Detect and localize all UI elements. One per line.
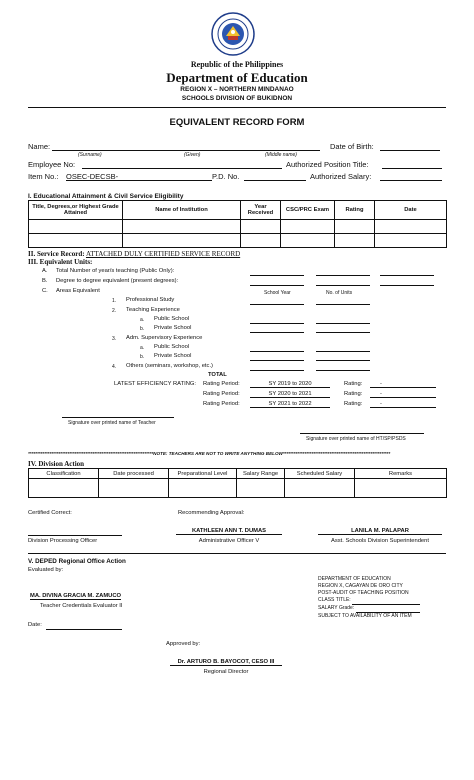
item-a-text: Total Number of year/s teaching (Public Only): [56, 268, 175, 274]
officer1-role: Division Processing Officer [28, 538, 98, 544]
stamp-line: POST-AUDIT OF TEACHING POSITION [318, 590, 409, 596]
service-record-note: ATTACHED DULY CERTIFIED SERVICE RECORD [85, 250, 241, 258]
others-year-field[interactable] [250, 370, 304, 371]
edu-header-date: Date [375, 201, 447, 220]
item-b-text: Degree to degree equivalent (present degrees): [56, 278, 179, 284]
given-caption: (Given) [184, 152, 201, 158]
rating-period-label: Rating Period: [203, 391, 240, 397]
others-units-field[interactable] [316, 370, 370, 371]
div-header-salary-range: Salary Range [237, 469, 285, 479]
item-adm-supervisory: Adm. Supervisory Experience [126, 335, 203, 341]
pd-label: P.D. No. [212, 172, 240, 181]
table-row [29, 234, 447, 248]
department-title: Department of Education [166, 70, 308, 85]
units-header: No. of Units [326, 290, 353, 296]
pub2-units-field[interactable] [316, 351, 370, 352]
a-year-field[interactable] [250, 275, 304, 276]
item-num: a. [140, 345, 145, 351]
div-header-level: Preparational Level [169, 469, 237, 479]
b-year-field[interactable] [250, 285, 304, 286]
employee-label: Employee No: [28, 160, 76, 169]
edu-header-degree: Title, Degrees,or Highest Grade Attained [29, 201, 123, 220]
period-2020-2021: SY 2020 to 2021 [250, 391, 330, 398]
rating-label: Rating: [344, 391, 363, 397]
div-header-date: Date processed [99, 469, 169, 479]
edu-header-rating: Rating [335, 201, 375, 220]
priv2-units-field[interactable] [316, 360, 370, 361]
pd-field[interactable] [244, 180, 306, 181]
edu-header-exam: CSC/PRC Exam [281, 201, 335, 220]
position-label: Authorized Position Title: [286, 160, 369, 169]
div-header-scheduled: Scheduled Salary [285, 469, 355, 479]
efficiency-label: LATEST EFFICIENCY RATING: [114, 381, 197, 387]
item-b-letter: B. [42, 278, 48, 284]
salary-label: Authorized Salary: [310, 172, 372, 181]
education-table [28, 200, 447, 248]
director-role: Regional Director [203, 669, 249, 675]
header-divider [28, 107, 446, 108]
priv2-year-field[interactable] [250, 360, 304, 361]
rating-label: Rating: [344, 401, 363, 407]
a-extra-field[interactable] [380, 275, 434, 276]
officer1-signature-line[interactable] [28, 535, 122, 536]
div-header-classification: Classification [29, 469, 99, 479]
seal-icon [211, 12, 255, 56]
item-private-school: Private School [154, 325, 192, 331]
edu-header-institution: Name of Institution [123, 201, 241, 220]
surname-caption: (Surname) [78, 152, 102, 158]
item-label: Item No.: [28, 172, 59, 181]
pub2-year-field[interactable] [250, 351, 304, 352]
approved-label: Approved by: [166, 641, 201, 647]
ht-signature-line[interactable] [300, 433, 424, 434]
item-num: 3. [112, 336, 117, 342]
a-units-field[interactable] [316, 275, 370, 276]
item-others: Others (seminars, workshop, etc.) [126, 363, 213, 369]
section4-title: IV. Division Action [28, 460, 85, 468]
item-professional-study: Professional Study [126, 297, 175, 303]
period-2019-2020: SY 2019 to 2020 [250, 381, 330, 388]
stamp-line: REGION X, CAGAYAN DE ORO CITY [318, 583, 403, 589]
item-public-school: Public School [154, 316, 190, 322]
item-private-school-2: Private School [154, 353, 192, 359]
salary-field[interactable] [380, 180, 442, 181]
section5-title: V. DEPED Regional Office Action [28, 558, 126, 565]
section3-title: III. Equivalent Units: [28, 258, 93, 266]
prof-units-field[interactable] [316, 304, 370, 305]
form-title: EQUIVALENT RECORD FORM [169, 117, 305, 128]
rating-value[interactable]: - [370, 381, 436, 388]
note-banner: **********************************************************************NOTE: TEACHERS ARE NOT TO WRITE ANYTHING BELOW************************************************************ [28, 451, 391, 456]
item-c-letter: C. [42, 288, 48, 294]
item-public-school-2: Public School [154, 344, 190, 350]
deped-seal [211, 12, 255, 56]
table-row [29, 220, 447, 234]
stamp-line: SALARY Grade: [318, 605, 355, 611]
item-teaching-experience: Teaching Experience [126, 307, 180, 313]
rating-period-label: Rating Period: [203, 401, 240, 407]
recommending-label: Recommending Approval: [178, 510, 245, 516]
item-field[interactable] [116, 180, 212, 181]
period-2021-2022: SY 2021 to 2022 [250, 401, 330, 408]
item-num: 1. [112, 298, 117, 304]
teacher-signature-line[interactable] [62, 417, 174, 418]
date-label: Date: [28, 622, 42, 628]
evaluator-role: Teacher Credentials Evaluator II [40, 603, 123, 609]
item-num: 4. [112, 364, 117, 370]
stamp-line: SUBJECT TO AVAILABILITY OF AN ITEM [318, 613, 412, 619]
item-a-letter: A. [42, 268, 48, 274]
position-field[interactable] [382, 168, 442, 169]
section5-divider [28, 553, 446, 554]
date-field[interactable] [46, 629, 122, 630]
stamp-line: CLASS TITLE: [318, 597, 351, 603]
item-num: 2. [112, 308, 117, 314]
table-row [29, 479, 447, 498]
b-extra-field[interactable] [380, 285, 434, 286]
director-name: Dr. ARTURO B. BAYOCOT, CESO III [170, 659, 282, 666]
pub-year-field[interactable] [250, 323, 304, 324]
class-title-field[interactable] [352, 604, 420, 605]
evaluator-name: MA. DIVINA GRACIA M. ZAMUCO [30, 593, 122, 599]
b-units-field[interactable] [316, 285, 370, 286]
item-c-text: Areas Equivalent [56, 288, 100, 294]
prof-year-field[interactable] [250, 304, 304, 305]
officer3-name: LANILA M. PALAPAR [318, 528, 442, 535]
ht-signature-caption: Signature over printed name of HT/SP/PSDS [306, 436, 406, 442]
name-field[interactable] [52, 150, 320, 151]
rating-value[interactable]: - [370, 401, 436, 408]
middle-caption: (Middle name) [265, 152, 297, 158]
certified-label: Certified Correct: [28, 510, 72, 516]
employee-field[interactable] [82, 168, 282, 169]
name-label: Name: [28, 142, 51, 151]
pub-units-field[interactable] [316, 323, 370, 324]
item-value: OSEC-DECSB- [66, 172, 119, 181]
rating-value[interactable]: - [370, 391, 436, 398]
item-num: a. [140, 317, 145, 323]
school-year-header: School Year [264, 290, 291, 296]
priv-units-field[interactable] [316, 332, 370, 333]
teacher-signature-caption: Signature over printed name of Teacher [68, 420, 156, 426]
item-num: b. [140, 326, 145, 332]
rating-period-label: Rating Period: [203, 381, 240, 387]
priv-year-field[interactable] [250, 332, 304, 333]
evaluated-label: Evaluated by: [28, 567, 64, 573]
div-header-remarks: Remarks [355, 469, 447, 479]
total-label: TOTAL [208, 372, 227, 378]
stamp-line: DEPARTMENT OF EDUCATION [318, 576, 391, 582]
division-text: SCHOOLS DIVISION OF BUKIDNON [181, 95, 293, 102]
section2-title: II. Service Record: ATTACHED DULY CERTIFIED SERVICE RECORD [28, 250, 241, 258]
dob-field[interactable] [380, 150, 440, 151]
officer2-name: KATHLEEN ANN T. DUMAS [176, 528, 282, 535]
rating-label: Rating: [344, 381, 363, 387]
section1-title: I. Educational Attainment & Civil Service Eligibility [28, 193, 184, 200]
dob-label: Date of Birth: [330, 142, 374, 151]
officer2-role: Administrative Officer V [198, 538, 260, 544]
edu-header-year: Year Received [241, 201, 281, 220]
division-action-table [28, 468, 447, 498]
region-text: REGION X – NORTHERN MINDANAO [180, 86, 294, 93]
republic-text: Republic of the Philippines [190, 60, 284, 69]
officer3-role: Asst. Schools Division Superintendent [331, 538, 429, 544]
item-num: b. [140, 354, 145, 360]
